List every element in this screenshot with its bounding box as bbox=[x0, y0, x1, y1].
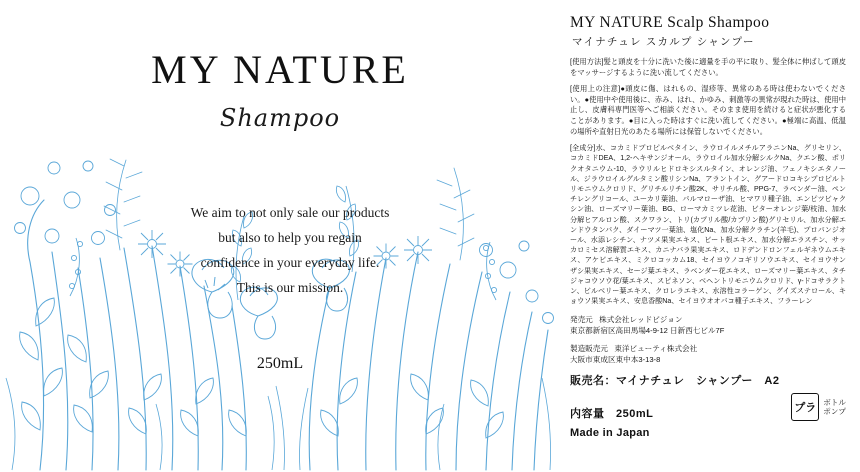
manufacturer-label: 製造販売元 bbox=[570, 344, 608, 354]
front-volume: 250mL bbox=[256, 355, 304, 372]
net-volume: 内容量 250mL bbox=[570, 408, 654, 421]
made-in-japan: Made in Japan bbox=[570, 427, 650, 440]
label-back-panel bbox=[560, 0, 860, 472]
back-product-subtitle: マイナチュレ スカルプ シャンプー bbox=[572, 36, 755, 48]
manufacturer-address: 大阪市東成区東中本3-13-8 bbox=[570, 355, 661, 365]
product-name-script: Shampoo bbox=[219, 104, 341, 132]
mission-line-3: confidence in your everyday life. bbox=[200, 255, 380, 270]
recycle-parts-text bbox=[823, 398, 846, 417]
seller-label: 発売元 bbox=[570, 315, 593, 325]
brand-sales-name: 販売名：マイナチュレ シャンプー A2 bbox=[570, 375, 780, 388]
usage-instructions: [使用方法]髪と頭皮を十分に洗いた後に適量を手の平に取り、髪全体に伸ばして頭皮をマッサージするように洗い流してください。 bbox=[570, 57, 846, 77]
manufacturer-label-company bbox=[570, 343, 846, 354]
recycle-mark-group bbox=[791, 393, 846, 421]
recycle-part-2: ポンプ bbox=[823, 407, 846, 417]
mission-line-2: but also to help you regain bbox=[218, 230, 362, 245]
mission-line-4: This is our mission. bbox=[236, 280, 344, 295]
recycle-part-1: ボトル bbox=[823, 397, 846, 407]
caution-notes: [使用上の注意]●頭皮に傷、はれもの、湿疹等、異常のある時は使わないでください。●使用中や使用後に、赤み、はれ、かゆみ、刺激等の異常が現れた時は、使用中止し、皮膚科専門医等へご相談ください。そのまま使用を続けると症状が悪化することがあります。●目に入った時はすぐに洗い流してください。●極端に高温、低温の場所や直射日光のあたる場所には保管しないでください。 bbox=[570, 84, 846, 136]
ingredients-list: [全成分]水、コカミドプロピルベタイン、ラウロイルメチルアラニンNa、グリセリン、コカミドDEA、1,2-ヘキサンジオール、ラウロイル加水分解シルクNa、クエン酸、ポリクオタニウム-10、ラウリルヒドロキシスルタイン、オレンジ油、フェノキシエタノール、ジラウロイルグルタミン酸リシンNa、アラントイン、グアードロコキシプロピルトリモニウムクロリド、グリチルリチン酸2K、サリチル酸、PPG-7、ラベンダー油、ペンチレングリコール、ユーカリ葉油、パルマローザ油、ヒマワリ種子油、エンピツビャクシン油、ローズマリー葉油、BG、ローマカミツレ花油、ビターオレンジ葉/枝油、加水分解ヒアルロン酸、スクワラン、トリ(カプリル酸/カプリン酸)グリセリル、加水分解エンドウタンパク、ダイーマツ一葉油、塩化Na、加水分解クラチン(羊毛)、プロパンジオール、水添レシチン、ナツメ果実エキス、ビート根エキス、加水分解エラスチン、サッカロミセス溶解質エキス、カニナバラ果実エキス、ロドデンドロンフェルギネウムエキス、アケビエキス、ミクロコッカム18、セイヨウノコギリソウエキス、セイヨウサンザシ果実エキス、セージ葉エキス、ラベンダー花エキス、ローズマリー葉エキス、タチジャコウソウ花/葉エキス、スピネソン、ベヘントリモニウムクロリド、γ-ドコサラクトン、ビルベリー葉エキス、クロレラエキス、水溶性コラーゲン、グイズステロール、キョウソ果実エキス、安息香酸Na、セイヨウオオバコ種子エキス、フラーレン bbox=[570, 144, 846, 306]
seller-info bbox=[570, 314, 846, 336]
back-product-title: MY NATURE Scalp Shampoo bbox=[570, 14, 770, 31]
seller-company: 株式会社レッドビジョン bbox=[599, 315, 683, 325]
seller-label-company bbox=[570, 314, 846, 325]
plastic-recycle-icon bbox=[791, 393, 819, 421]
brand-name: MY NATURE bbox=[151, 47, 409, 92]
volume-and-recycle-row bbox=[570, 393, 846, 421]
manufacturer-company: 東洋ビューティ株式会社 bbox=[614, 344, 698, 354]
seller-address: 東京都新宿区高田馬場4-9-12 日新西七ビル7F bbox=[570, 326, 725, 336]
mission-line-1: We aim to not only sale our products bbox=[190, 205, 390, 220]
mission-statement bbox=[110, 200, 470, 300]
manufacturer-info bbox=[570, 343, 846, 365]
recycle-mark-label: プラ bbox=[794, 402, 817, 415]
